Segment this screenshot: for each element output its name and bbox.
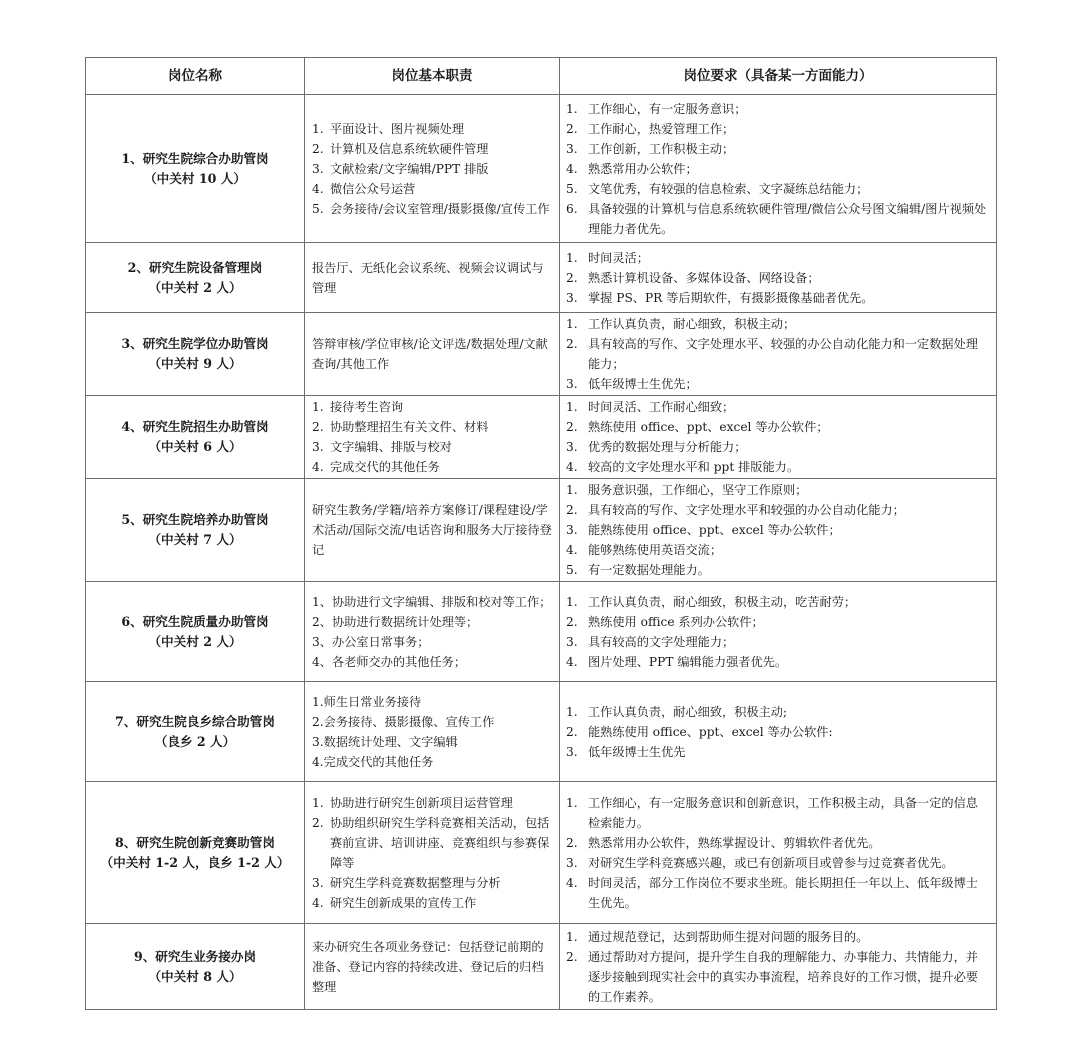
requirement-item	[566, 288, 990, 308]
requirement-number: 1.	[566, 101, 578, 116]
duty-number: 2.	[312, 141, 324, 156]
requirements-list	[566, 99, 990, 239]
duty-item	[312, 397, 553, 417]
duty-text: 会务接待/会议室管理/摄影摄像/宣传工作	[330, 201, 550, 216]
duty-item	[312, 793, 553, 813]
requirement-item	[566, 119, 990, 139]
position-title: 3、研究生院学位办助管岗	[121, 336, 269, 351]
duties-cell	[305, 95, 560, 243]
duty-item	[312, 199, 553, 219]
position-name-cell	[86, 243, 305, 313]
requirement-text: 熟悉计算机设备、多媒体设备、网络设备；	[588, 270, 820, 285]
position-headcount: （中关村 10 人）	[144, 170, 246, 186]
duty-number: 2.	[312, 420, 324, 434]
position-name-cell	[86, 95, 305, 243]
duty-text: 微信公众号运营	[330, 181, 416, 196]
requirement-number: 2.	[566, 835, 578, 850]
requirement-number: 1.	[566, 704, 578, 719]
table-row	[86, 95, 997, 243]
requirement-text: 工作耐心，热爱管理工作；	[588, 121, 735, 136]
position-name-cell	[86, 682, 305, 782]
duty-text: 文献检索/文字编辑/PPT 排版	[330, 161, 489, 176]
requirement-number: 2.	[566, 503, 578, 517]
table-row	[86, 313, 997, 396]
requirements-cell	[560, 396, 997, 479]
requirement-number: 1.	[566, 594, 578, 609]
position-name-cell	[86, 313, 305, 396]
requirement-text: 通过帮助对方提问，提升学生自我的理解能力、办事能力、共情能力，并逐步接触到现实社会中的真实办事流程，培养良好的工作习惯，提升必要的工作素养。	[588, 949, 978, 1004]
duty-item: 2.会务接待、摄影摄像、宣传工作	[312, 714, 495, 729]
duty-item	[312, 457, 553, 477]
duty-item: 1.师生日常业务接待	[312, 694, 422, 709]
requirement-item	[566, 374, 990, 394]
duty-text: 计算机及信息系统软硬件管理	[330, 141, 489, 156]
position-headcount: （中关村 8 人）	[148, 968, 242, 984]
requirement-item	[566, 873, 990, 913]
duties-cell	[305, 582, 560, 682]
requirement-number: 2.	[566, 724, 578, 739]
duties-text: 来办研究生各项业务登记：包括登记前期的准备、登记内容的持续改进、登记后的归档整理	[312, 939, 544, 994]
requirements-cell	[560, 782, 997, 924]
duty-number: 4.	[312, 895, 324, 910]
requirement-item	[566, 632, 990, 652]
requirement-text: 工作细心，有一定服务意识和创新意识，工作积极主动，具备一定的信息检索能力。	[588, 795, 978, 830]
duties-cell	[305, 782, 560, 924]
header-position-name: 岗位名称	[86, 58, 305, 95]
header-duties: 岗位基本职责	[305, 58, 560, 95]
requirement-number: 2.	[566, 420, 578, 434]
duties-cell	[305, 313, 560, 396]
requirement-item	[566, 742, 990, 762]
requirement-text: 较高的文字处理水平和 ppt 排版能力。	[588, 460, 800, 474]
requirement-number: 3.	[566, 855, 578, 870]
requirement-item	[566, 268, 990, 288]
duty-text: 研究生创新成果的宣传工作	[330, 895, 477, 910]
requirement-text: 工作认真负责，耐心细致，积极主动;	[588, 704, 788, 719]
position-headcount: （中关村 6 人）	[148, 439, 242, 454]
requirement-number: 3.	[566, 290, 578, 305]
requirement-item	[566, 417, 990, 437]
requirement-item	[566, 592, 990, 612]
duty-number: 1.	[312, 400, 324, 414]
requirements-list	[566, 480, 990, 580]
requirement-text: 熟悉常用办公软件，熟练掌握设计、剪辑软件者优先。	[588, 835, 881, 850]
duty-text: 协助进行研究生创新项目运营管理	[330, 795, 513, 810]
requirement-number: 1.	[566, 250, 578, 265]
requirement-text: 工作创新，工作积极主动；	[588, 141, 735, 156]
position-headcount: （中关村 2 人）	[148, 279, 242, 295]
duty-text: 协助整理招生有关文件、材料	[330, 420, 489, 434]
requirement-number: 4.	[566, 875, 578, 890]
table-row	[86, 479, 997, 582]
requirement-item	[566, 540, 990, 560]
position-title: 9、研究生业务接办岗	[133, 948, 257, 964]
position-headcount: （中关村 7 人）	[148, 532, 242, 547]
requirement-item	[566, 314, 990, 334]
table-row	[86, 782, 997, 924]
requirement-text: 有一定数据处理能力。	[588, 563, 710, 577]
requirement-number: 3.	[566, 744, 578, 759]
position-headcount: （良乡 2 人）	[154, 733, 236, 749]
duty-text: 平面设计、图片视频处理	[330, 121, 465, 136]
requirement-number: 2.	[566, 614, 578, 629]
requirement-item	[566, 520, 990, 540]
requirements-list	[566, 397, 990, 477]
requirements-cell	[560, 924, 997, 1010]
requirement-item	[566, 397, 990, 417]
duty-item	[312, 813, 553, 873]
position-headcount: （中关村 2 人）	[148, 633, 242, 649]
requirement-number: 1.	[566, 483, 578, 497]
position-title: 5、研究生院培养办助管岗	[121, 512, 269, 527]
requirement-item	[566, 457, 990, 477]
duty-number: 2.	[312, 815, 324, 830]
requirements-cell	[560, 582, 997, 682]
duty-item: 4、各老师交办的其他任务；	[312, 654, 467, 669]
requirement-text: 能熟练使用 office、ppt、excel 等办公软件；	[588, 523, 841, 537]
duty-item	[312, 179, 553, 199]
duty-text: 接待考生咨询	[330, 400, 404, 414]
requirement-item	[566, 139, 990, 159]
table-row	[86, 682, 997, 782]
duty-item	[312, 139, 553, 159]
duty-number: 4.	[312, 181, 324, 196]
duty-number: 3.	[312, 440, 324, 454]
duty-item	[312, 893, 553, 913]
requirements-list	[566, 248, 990, 308]
requirement-item	[566, 500, 990, 520]
header-requirements: 岗位要求（具备某一方面能力）	[560, 58, 997, 95]
requirement-item	[566, 947, 990, 1007]
requirement-item	[566, 159, 990, 179]
position-name-cell	[86, 582, 305, 682]
requirement-number: 1.	[566, 317, 578, 331]
requirement-item	[566, 560, 990, 580]
requirement-item	[566, 179, 990, 199]
requirement-number: 2.	[566, 949, 578, 964]
requirement-item	[566, 248, 990, 268]
duty-item: 4.完成交代的其他任务	[312, 754, 434, 769]
requirement-text: 对研究生学科竞赛感兴趣，或已有创新项目或曾参与过竞赛者优先。	[588, 855, 954, 870]
requirement-number: 3.	[566, 440, 578, 454]
table-row	[86, 396, 997, 479]
duties-list	[312, 793, 553, 913]
duties-cell	[305, 682, 560, 782]
position-name-cell	[86, 924, 305, 1010]
requirement-number: 4.	[566, 460, 578, 474]
requirement-text: 文笔优秀，有较强的信息检索、文字凝练总结能力；	[588, 181, 869, 196]
header-row	[86, 58, 997, 95]
requirement-text: 工作认真负责，耐心细致，积极主动；	[588, 317, 796, 331]
requirement-item	[566, 927, 990, 947]
requirement-item	[566, 793, 990, 833]
position-title: 7、研究生院良乡综合助管岗	[115, 713, 275, 729]
requirements-list	[566, 702, 990, 762]
position-title: 1、研究生院综合办助管岗	[121, 150, 269, 166]
table-row	[86, 243, 997, 313]
requirements-list	[566, 314, 990, 394]
requirements-list	[566, 592, 990, 672]
duty-item	[312, 417, 553, 437]
requirement-text: 优秀的数据处理与分析能力；	[588, 440, 747, 454]
requirements-cell	[560, 313, 997, 396]
requirement-number: 6.	[566, 201, 578, 216]
position-name-cell	[86, 782, 305, 924]
requirement-item	[566, 853, 990, 873]
requirement-number: 3.	[566, 634, 578, 649]
table-row	[86, 924, 997, 1010]
duty-number: 3.	[312, 875, 324, 890]
duties-text: 答辩审核/学位审核/论文评选/数据处理/文献查询/其他工作	[312, 337, 548, 371]
duty-text: 文字编辑、排版与校对	[330, 440, 452, 454]
requirement-number: 2.	[566, 121, 578, 136]
duties-cell	[305, 924, 560, 1010]
duty-number: 5.	[312, 201, 324, 216]
requirement-item	[566, 437, 990, 457]
requirements-cell	[560, 682, 997, 782]
duties-cell	[305, 243, 560, 313]
requirement-number: 2.	[566, 270, 578, 285]
duties-list	[312, 119, 553, 219]
requirements-list	[566, 793, 990, 913]
requirement-item	[566, 612, 990, 632]
requirement-text: 工作细心，有一定服务意识；	[588, 101, 747, 116]
position-title: 6、研究生院质量办助管岗	[121, 613, 269, 629]
requirement-text: 具有较高的文字处理能力；	[588, 634, 735, 649]
requirement-text: 低年级博士生优先；	[588, 377, 698, 391]
requirement-text: 能够熟练使用英语交流；	[588, 543, 723, 557]
duty-item	[312, 437, 553, 457]
duties-cell	[305, 479, 560, 582]
position-headcount: （中关村 1-2 人，良乡 1-2 人）	[100, 854, 290, 870]
duty-text: 协助组织研究生学科竞赛相关活动，包括赛前宣讲、培训讲座、竞赛组织与参赛保障等	[330, 815, 550, 870]
duty-item	[312, 119, 553, 139]
requirement-text: 图片处理、PPT 编辑能力强者优先。	[588, 654, 788, 669]
requirement-text: 能熟练使用 office、ppt、excel 等办公软件:	[588, 724, 833, 739]
position-title: 4、研究生院招生办助管岗	[121, 419, 269, 434]
duty-number: 4.	[312, 460, 324, 474]
requirement-number: 1.	[566, 795, 578, 810]
requirements-cell	[560, 95, 997, 243]
duty-item	[312, 873, 553, 893]
requirement-number: 4.	[566, 543, 578, 557]
requirement-text: 时间灵活、工作耐心细致；	[588, 400, 735, 414]
table-row	[86, 582, 997, 682]
duty-item	[312, 159, 553, 179]
requirement-number: 3.	[566, 377, 578, 391]
requirement-text: 通过规范登记，达到帮助师生提对问题的服务目的。	[588, 929, 869, 944]
duty-item: 2、协助进行数据统计处理等；	[312, 614, 479, 629]
requirement-text: 熟悉常用办公软件；	[588, 161, 698, 176]
requirement-text: 服务意识强，工作细心，坚守工作原则；	[588, 483, 808, 497]
position-headcount: （中关村 9 人）	[148, 356, 242, 371]
requirements-cell	[560, 243, 997, 313]
position-title: 8、研究生院创新竞赛助管岗	[115, 834, 275, 850]
requirement-text: 具备较强的计算机与信息系统软硬件管理/微信公众号图文编辑/图片视频处理能力者优先。	[588, 201, 987, 236]
requirement-number: 5.	[566, 181, 578, 196]
duty-item: 3、办公室日常事务；	[312, 634, 430, 649]
duty-text: 完成交代的其他任务	[330, 460, 440, 474]
duties-list	[312, 397, 553, 477]
requirement-text: 低年级博士生优先	[588, 744, 686, 759]
requirement-item	[566, 99, 990, 119]
requirement-number: 3.	[566, 523, 578, 537]
requirement-item	[566, 833, 990, 853]
requirement-number: 4.	[566, 654, 578, 669]
requirement-number: 1.	[566, 400, 578, 414]
requirement-item	[566, 702, 990, 722]
requirement-number: 2.	[566, 337, 578, 351]
duty-item: 1、协助进行文字编辑、排版和校对等工作；	[312, 594, 552, 609]
requirement-item	[566, 199, 990, 239]
duty-number: 1.	[312, 121, 324, 136]
duty-number: 3.	[312, 161, 324, 176]
requirement-item	[566, 722, 990, 742]
duties-text: 报告厅、无纸化会议系统、视频会议调试与管理	[312, 260, 544, 295]
requirement-text: 时间灵活；	[588, 250, 649, 265]
requirement-number: 1.	[566, 929, 578, 944]
duties-text: 研究生教务/学籍/培养方案修订/课程建设/学术活动/国际交流/电话咨询和服务大厅接待登记	[312, 503, 552, 557]
position-name-cell	[86, 479, 305, 582]
requirement-number: 4.	[566, 161, 578, 176]
requirement-text: 熟练使用 office、ppt、excel 等办公软件；	[588, 420, 829, 434]
requirement-item	[566, 652, 990, 672]
duty-item: 3.数据统计处理、文字编辑	[312, 734, 458, 749]
requirements-list	[566, 927, 990, 1007]
duties-list	[312, 592, 553, 672]
requirement-number: 5.	[566, 563, 578, 577]
requirement-text: 时间灵活，部分工作岗位不要求坐班。能长期担任一年以上、低年级博士生优先。	[588, 875, 978, 910]
requirement-number: 3.	[566, 141, 578, 156]
position-title: 2、研究生院设备管理岗	[127, 259, 263, 275]
requirement-item	[566, 480, 990, 500]
requirements-cell	[560, 479, 997, 582]
requirement-text: 具有较高的写作、文字处理水平和较强的办公自动化能力；	[588, 503, 905, 517]
requirement-text: 工作认真负责，耐心细致，积极主动，吃苦耐劳；	[588, 594, 857, 609]
requirement-text: 具有较高的写作、文字处理水平、较强的办公自动化能力和一定数据处理能力；	[588, 337, 978, 371]
duty-number: 1.	[312, 795, 324, 810]
requirement-text: 熟练使用 office 系列办公软件；	[588, 614, 764, 629]
duty-text: 研究生学科竞赛数据整理与分析	[330, 875, 501, 890]
positions-table	[85, 57, 997, 1010]
position-name-cell	[86, 396, 305, 479]
requirement-text: 掌握 PS、PR 等后期软件，有摄影摄像基础者优先。	[588, 290, 874, 305]
duties-list	[312, 692, 553, 772]
duties-cell	[305, 396, 560, 479]
requirement-item	[566, 334, 990, 374]
